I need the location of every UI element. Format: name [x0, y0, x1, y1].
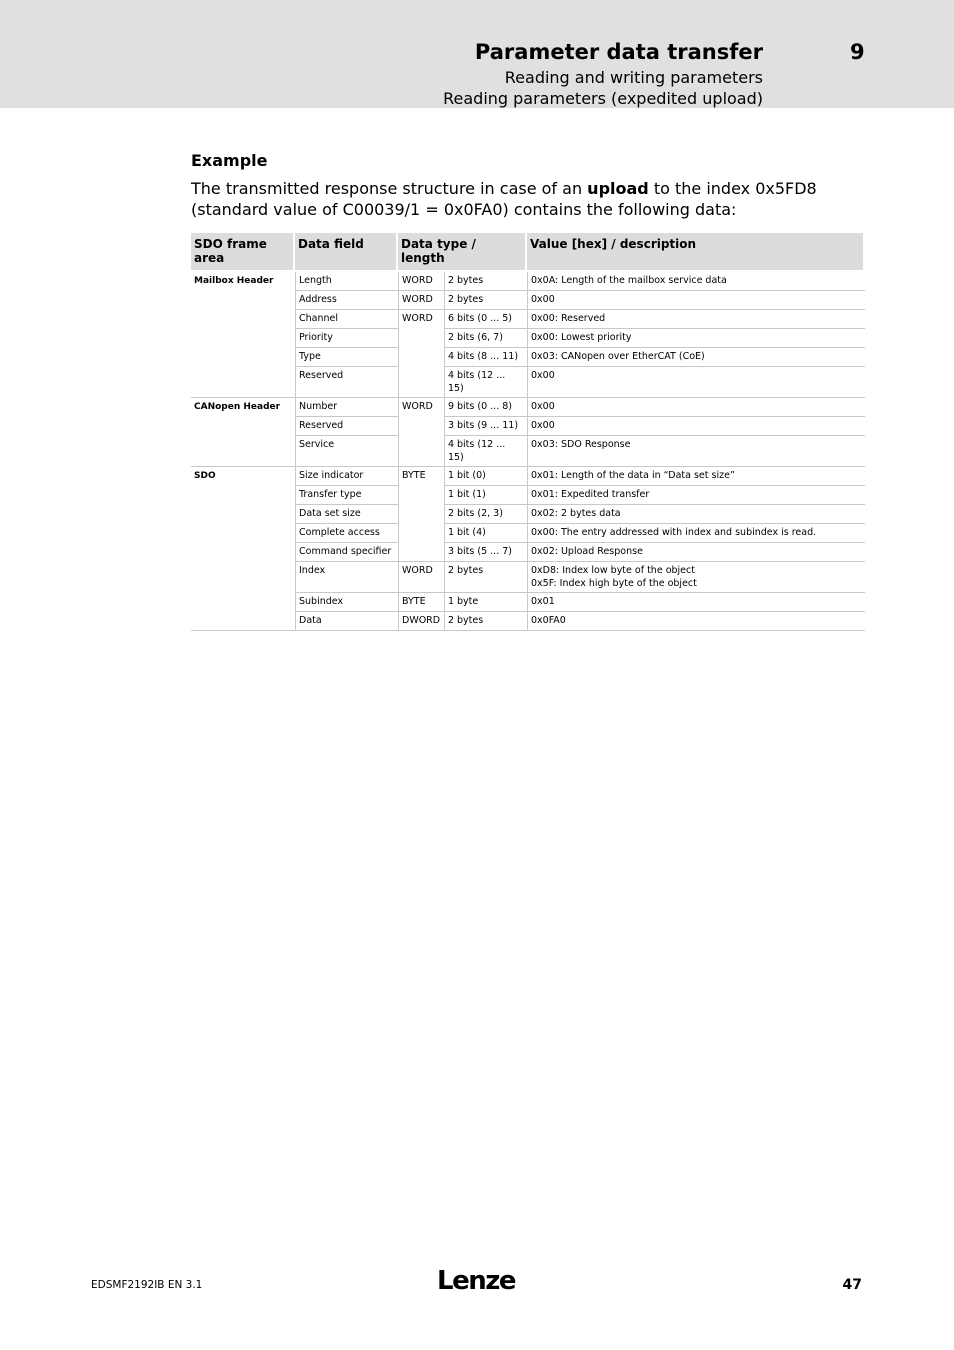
- value-line: 0x00: The entry addressed with index and subindex is read.: [531, 527, 817, 538]
- value-description-cell: [527, 348, 865, 367]
- value-line: 0x03: CANopen over EtherCAT (CoE): [531, 351, 705, 362]
- lenze-logo-text: Lenze: [437, 1266, 515, 1296]
- intro-text-end: to the index 0x5FD8 (standard value of C00039/1 = 0x0FA0) contains the following data:: [191, 179, 817, 219]
- value-description-cell: [527, 329, 865, 348]
- data-field-cell: Size indicator: [295, 467, 398, 486]
- data-length-cell: 2 bytes: [444, 291, 527, 310]
- data-length-cell: 9 bits (0 ... 8): [444, 398, 527, 417]
- chapter-title: Parameter data transfer: [474, 40, 763, 64]
- data-field-cell: Service: [295, 436, 398, 467]
- chapter-number: 9: [850, 40, 865, 64]
- value-line: 0x00: [531, 294, 555, 305]
- data-type-cell: BYTE: [398, 467, 444, 562]
- value-line: 0x5F: Index high byte of the object: [531, 577, 697, 589]
- data-length-cell: 4 bits (8 ... 11): [444, 348, 527, 367]
- data-field-cell: Data set size: [295, 505, 398, 524]
- value-line: 0x03: SDO Response: [531, 439, 631, 450]
- value-description-cell: [527, 291, 865, 310]
- lenze-logo: [436, 1262, 516, 1296]
- data-field-cell: Reserved: [295, 417, 398, 436]
- data-field-cell: Type: [295, 348, 398, 367]
- data-field-cell: Index: [295, 562, 398, 593]
- data-type-cell: WORD: [398, 291, 444, 310]
- intro-paragraph: [191, 178, 871, 220]
- data-field-cell: Address: [295, 291, 398, 310]
- header-value-description: Value [hex] / description: [527, 233, 865, 272]
- data-length-cell: 2 bytes: [444, 272, 527, 291]
- data-length-cell: 2 bytes: [444, 562, 527, 593]
- frame-area-cell: CANopen Header: [191, 398, 295, 467]
- value-description-cell: [527, 367, 865, 398]
- data-length-cell: 3 bits (9 ... 11): [444, 417, 527, 436]
- header-sdo-frame-area: SDO frame area: [191, 233, 295, 272]
- data-type-cell: WORD: [398, 310, 444, 398]
- section-heading: Example: [191, 151, 268, 170]
- value-line: 0x00: [531, 401, 555, 412]
- chapter-subtitle: Reading and writing parameters: [504, 68, 763, 87]
- value-description-cell: [527, 486, 865, 505]
- value-line: 0x00: Lowest priority: [531, 332, 632, 343]
- header-data-type-length: Data type / length: [398, 233, 527, 272]
- value-description-cell: [527, 310, 865, 329]
- frame-area-cell: SDO: [191, 467, 295, 631]
- data-type-cell: DWORD: [398, 612, 444, 631]
- data-field-cell: Command specifier: [295, 543, 398, 562]
- value-description-cell: [527, 612, 865, 631]
- data-field-cell: Transfer type: [295, 486, 398, 505]
- data-length-cell: 2 bits (2, 3): [444, 505, 527, 524]
- value-line: 0x0FA0: [531, 615, 566, 626]
- data-length-cell: 1 byte: [444, 593, 527, 612]
- table-body: [191, 272, 865, 631]
- intro-bold-keyword: upload: [587, 179, 649, 198]
- data-field-cell: Priority: [295, 329, 398, 348]
- table-row: [191, 398, 865, 417]
- data-field-cell: Data: [295, 612, 398, 631]
- data-type-cell: BYTE: [398, 593, 444, 612]
- data-length-cell: 1 bit (1): [444, 486, 527, 505]
- value-description-cell: [527, 543, 865, 562]
- data-length-cell: 6 bits (0 ... 5): [444, 310, 527, 329]
- table-header-row: [191, 233, 865, 272]
- value-description-cell: [527, 398, 865, 417]
- data-field-cell: Subindex: [295, 593, 398, 612]
- table-row: [191, 467, 865, 486]
- value-description-cell: [527, 467, 865, 486]
- data-type-cell: WORD: [398, 272, 444, 291]
- value-line: 0x02: 2 bytes data: [531, 508, 621, 519]
- value-line: 0x01: Expedited transfer: [531, 489, 650, 500]
- data-field-cell: Reserved: [295, 367, 398, 398]
- data-type-cell: WORD: [398, 398, 444, 467]
- value-line: 0xD8: Index low byte of the object: [531, 565, 695, 576]
- value-line: 0x01: [531, 596, 555, 607]
- value-line: 0x01: Length of the data in “Data set size”: [531, 470, 735, 481]
- data-field-cell: Complete access: [295, 524, 398, 543]
- data-length-cell: 2 bits (6, 7): [444, 329, 527, 348]
- value-line: 0x00: [531, 420, 555, 431]
- section-subtitle: Reading parameters (expedited upload): [443, 89, 763, 108]
- header-data-field: Data field: [295, 233, 398, 272]
- page-number: 47: [842, 1277, 862, 1293]
- data-field-cell: Length: [295, 272, 398, 291]
- value-description-cell: [527, 505, 865, 524]
- frame-area-cell: Mailbox Header: [191, 272, 295, 398]
- value-description-cell: [527, 272, 865, 291]
- value-description-cell: [527, 593, 865, 612]
- value-line: 0x02: Upload Response: [531, 546, 643, 557]
- data-length-cell: 4 bits (12 ... 15): [444, 436, 527, 467]
- value-description-cell: [527, 524, 865, 543]
- data-length-cell: 3 bits (5 ... 7): [444, 543, 527, 562]
- data-length-cell: 2 bytes: [444, 612, 527, 631]
- data-length-cell: 1 bit (0): [444, 467, 527, 486]
- data-length-cell: 1 bit (4): [444, 524, 527, 543]
- table-row: [191, 272, 865, 291]
- value-description-cell: [527, 417, 865, 436]
- data-type-cell: WORD: [398, 562, 444, 593]
- data-length-cell: 4 bits (12 ... 15): [444, 367, 527, 398]
- sdo-response-table: [191, 233, 865, 631]
- data-field-cell: Number: [295, 398, 398, 417]
- value-description-cell: [527, 562, 865, 593]
- document-id: EDSMF2192IB EN 3.1: [91, 1279, 203, 1291]
- intro-text-start: The transmitted response structure in case of an: [191, 179, 588, 198]
- value-line: 0x00: [531, 370, 555, 381]
- data-field-cell: Channel: [295, 310, 398, 329]
- value-description-cell: [527, 436, 865, 467]
- value-line: 0x00: Reserved: [531, 313, 606, 324]
- value-line: 0x0A: Length of the mailbox service data: [531, 275, 727, 286]
